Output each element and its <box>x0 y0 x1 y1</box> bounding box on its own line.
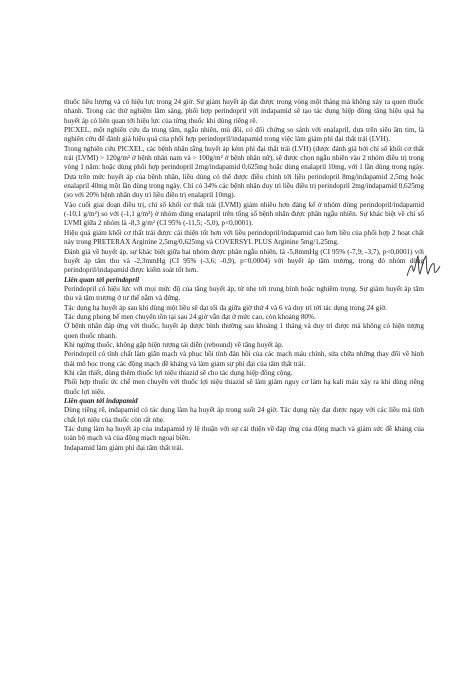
paragraph: Dùng riêng rẽ, indapamid có tác dụng làm hạ huyết áp trong suốt 24 giờ. Tác dụng này đạt được ngay với các liều mà tính chất lợi niệu của thuốc còn rất nhẹ. <box>64 406 424 424</box>
paragraph: Ở bệnh nhân đáp ứng với thuốc, huyết áp được bình thường sau khoảng 1 tháng và duy trì được mà không có hiện tượng quen thuốc nhanh. <box>64 322 424 340</box>
paragraph: Vào cuối giai đoạn điều trị, chỉ số khối cơ thất trái (LVMI) giảm nhiều hơn đáng kể ở nhóm dùng perindopril/indapamid (-10,1 g/m²) so với (-1,1 g/m²) ở nhóm dùng enalapril trên tổng số bệnh nhân được phân ngẫu nhiên. Sự khác biệt về chỉ số LVMI giữa 2 nhóm là -8,3 g/m² (CI 95% (-11,5; -5,0), p<0,0001). <box>64 200 424 228</box>
paragraph: thuốc liều lượng và có hiệu lực trong 24 giờ. Sự giảm huyết áp đạt được trong vòng một tháng mà không xảy ra quen thuốc nhanh. Trong các thử nghiệm lâm sàng, phối hợp perindopril với indapamid sẽ tạo tác dụng hiệp đồng tăng hiệu quả hạ huyết áp có liên quan tới hiệu lực của từng thuốc khi dùng riêng rẽ. <box>64 98 424 125</box>
paragraph: Indapamid làm giảm phì đại tâm thất trái. <box>64 443 184 452</box>
paragraph: Trong nghiên cứu PICXEL, các bệnh nhân tăng huyết áp kèm phì đại thất trái (LVH) (được đánh giá bởi chỉ số khối cơ thất trái (LVMI) > 120g/m² ở bệnh nhân nam và > 100g/m² ở bệnh nhân nữ), sẽ được chọn ngẫu nhiên vào 2 nhóm điều trị trong vòng 1 năm: hoặc dùng phối hợp perindopril 2mg/indapamid 0,625mg hoặc dùng enalapril 10mg, với 1 lần dùng trong ngày. Dựa trên mức huyết áp của bệnh nhân, liều dùng có thể được điều chỉnh tới liều perindopril 8mg/indapamid 2,5mg hoặc enalapril 40mg một lần dùng trong ngày. Chỉ có 34% các bệnh nhân duy trì liều điều trị perindopril 2mg/indapamid 0,625mg (so với 20% bệnh nhân duy trì liều điều trị enalapril 10mg). <box>64 144 424 200</box>
section-heading-indapamid: Liên quan tới indapamid <box>64 397 138 405</box>
paragraph: Phối hợp thuốc ức chế men chuyển với thuốc lợi niệu thiazid sẽ làm giảm nguy cơ làm hạ kali máu xảy ra khi dùng riêng thuốc lợi niệu. <box>64 378 424 396</box>
paragraph: Khi cần thiết, dùng thêm thuốc lợi niệu thiazid sẽ cho tác dụng hiệp đồng cộng. <box>64 368 293 377</box>
paragraph: Tác dụng hạ huyết áp sau khi dùng một liều sẽ đạt tối đa giữa giờ thứ 4 và 6 và duy trì tới tác dụng trong 24 giờ. <box>64 303 387 312</box>
document-body <box>64 98 424 453</box>
paragraph: Khi ngừng thuốc, không gặp hiện tượng tái diễn (rebound) về tăng huyết áp. <box>64 340 284 349</box>
paragraph: Perindopril có hiệu lực với mọi mức độ của tăng huyết áp, từ nhẹ tới trung bình hoặc nghiêm trọng. Sự giảm huyết áp tâm thu và tâm trương ở tư thế nằm và đứng. <box>64 284 424 303</box>
paragraph: Tác dụng phong bế men chuyển tồn tại sau 24 giờ vẫn đạt ở mức cao, còn khoảng 80%. <box>64 312 316 321</box>
paragraph: Tác dụng làm hạ huyết áp của indapamid tỷ lệ thuận với sự cải thiện về đáp ứng của động mạch và giảm sức đề kháng của toàn bộ mạch và của động mạch ngoại biên. <box>64 425 424 443</box>
paragraph: Perindopril có tính chất làm giãn mạch và phục hồi tính đàn hồi của các mạch máu chính, sửa chữa những thay đổi về hình thái mô học trong các động mạch đề kháng và làm giảm sự phì đại của tâm thất trái. <box>64 350 424 368</box>
paragraph: PICXEL, một nghiên cứu đa trung tâm, ngẫu nhiên, mù đôi, có đối chứng so sánh với enalapril, dựa trên siêu âm tim, là nghiên cứu để đánh giá hiệu quả của phối hợp perindopril/indapamid trong việc làm giảm phì đại thất trái (LVH). <box>64 126 424 144</box>
paragraph: Đánh giá về huyết áp, sự khác biệt giữa hai nhóm được phân ngẫu nhiên, là -5,8mmHg (CI 95% (-7,9; -3,7), p<0,0001) với huyết áp tâm thu và -2,3mmHg (CI 95% (-3,6; -0,9), p=0,0004) với huyết áp tâm trương, trong đó nhóm dùng perindopril/indapamid được kiểm soát tốt hơn. <box>64 247 424 275</box>
paragraph: Hiệu quả giảm khối cơ thất trái được cải thiện tốt hơn với liều perindopril/indapamid cao hơn liều của phối hợp 2 hoạt chất này trong PRETERAX Arginine 2,5mg/0,625mg và COVERSYL PLUS Arginine 5mg/1,25mg. <box>64 228 424 247</box>
section-heading-perindopril: Liên quan tới perindopril <box>64 275 140 284</box>
handwritten-signature <box>405 252 441 280</box>
